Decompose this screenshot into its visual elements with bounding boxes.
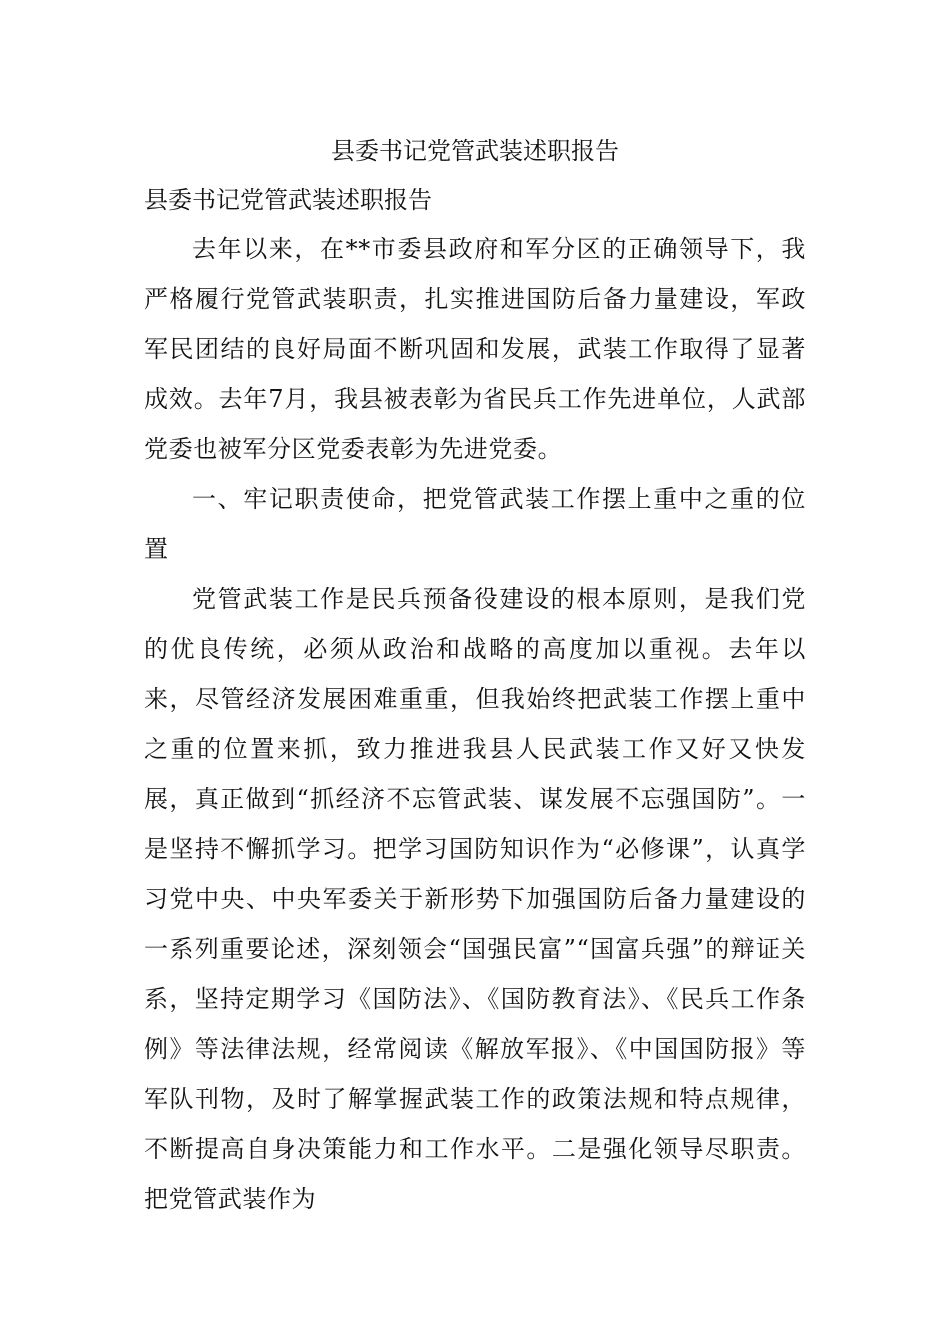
section-heading-1: 一、牢记职责使命，把党管武装工作摆上重中之重的位置 (144, 485, 806, 563)
paragraph-intro: 去年以来，在**市委县政府和军分区的正确领导下，我严格履行党管武装职责，扎实推进国防后备力量建设，军政军民团结的良好局面不断巩固和发展，武装工作取得了显著成效。去年7月，我县被表彰为省民兵工作先进单位，人武部党委也被军分区党委表彰为先进党委。 (144, 235, 806, 463)
document-title: 县委书记党管武装述职报告 (331, 137, 619, 165)
document-body (144, 224, 806, 1224)
paragraph-section-1: 党管武装工作是民兵预备役建设的根本原则，是我们党的优良传统，必须从政治和战略的高度加以重视。去年以来，尽管经济发展困难重重，但我始终把武装工作摆上重中之重的位置来抓，致力推进我县人民武装工作又好又快发展，真正做到“抓经济不忘管武装、谋发展不忘强国防”。一是坚持不懈抓学习。把学习国防知识作为“必修课”，认真学习党中央、中央军委关于新形势下加强国防后备力量建设的一系列重要论述，深刻领会“国强民富”“国富兵强”的辩证关系，坚持定期学习《国防法》、《国防教育法》、《民兵工作条例》等法律法规，经常阅读《解放军报》、《中国国防报》等军队刊物，及时了解掌握武装工作的政策法规和特点规律，不断提高自身决策能力和工作水平。二是强化领导尽职责。把党管武装作为 (144, 585, 806, 1213)
document-subtitle: 县委书记党管武装述职报告 (144, 186, 432, 214)
